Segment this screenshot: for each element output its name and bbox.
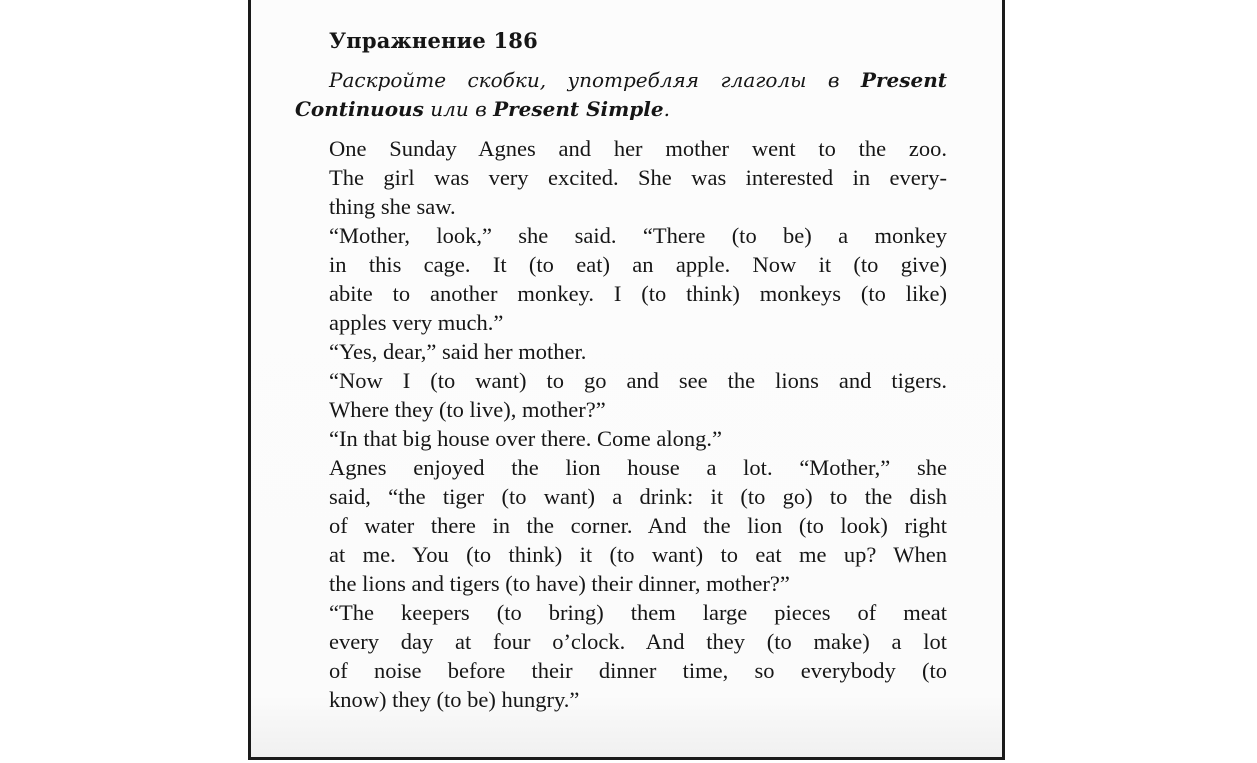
exercise-content xyxy=(295,26,947,714)
exercise-text xyxy=(295,134,947,714)
text-line: in this cage. It (to eat) an apple. Now it (to give) xyxy=(329,252,947,277)
paragraph xyxy=(295,424,947,453)
text-line: the lions and tigers (to have) their dinner, mother?” xyxy=(329,571,790,596)
text-line: at me. You (to think) it (to want) to eat me up? When xyxy=(329,542,947,567)
instruction-text: Раскройте скобки, употребляя глаголы в xyxy=(329,68,861,92)
text-line: apples very much.” xyxy=(329,310,504,335)
text-line: know) they (to be) hungry.” xyxy=(329,687,580,712)
text-line: The girl was very excited. She was interested in every- xyxy=(329,165,947,190)
text-line: “In that big house over there. Come along.” xyxy=(329,426,723,451)
text-line: of noise before their dinner time, so everybody (to xyxy=(329,658,947,683)
instruction-text: . xyxy=(663,97,670,121)
text-line: abite to another monkey. I (to think) monkeys (to like) xyxy=(329,281,947,306)
text-line: Agnes enjoyed the lion house a lot. “Mother,” she xyxy=(329,455,947,480)
text-line: of water there in the corner. And the lion (to look) right xyxy=(329,513,947,538)
textbook-page xyxy=(248,0,1005,760)
text-line: “Mother, look,” she said. “There (to be) a monkey xyxy=(329,223,947,248)
instruction-tense-simple: Present Simple xyxy=(493,97,664,121)
text-line: “Now I (to want) to go and see the lions and tigers. xyxy=(329,368,947,393)
text-line: One Sunday Agnes and her mother went to the zoo. xyxy=(329,136,947,161)
paragraph xyxy=(295,366,947,424)
paragraph xyxy=(295,598,947,714)
text-line: “The keepers (to bring) them large pieces of meat xyxy=(329,600,947,625)
paragraph xyxy=(295,337,947,366)
instruction-tense-continuous: Present Continuous xyxy=(295,68,947,121)
paragraph xyxy=(295,134,947,221)
text-line: said, “the tiger (to want) a drink: it (to go) to the dish xyxy=(329,484,947,509)
exercise-title: Упражнение 186 xyxy=(329,28,538,53)
text-line: “Yes, dear,” said her mother. xyxy=(329,339,587,364)
text-line: every day at four o’clock. And they (to make) a lot xyxy=(329,629,947,654)
instruction-text: или в xyxy=(423,97,494,121)
exercise-instruction xyxy=(295,66,947,124)
text-line: thing she saw. xyxy=(329,194,456,219)
paragraph xyxy=(295,221,947,337)
paragraph xyxy=(295,453,947,598)
text-line: Where they (to live), mother?” xyxy=(329,397,606,422)
